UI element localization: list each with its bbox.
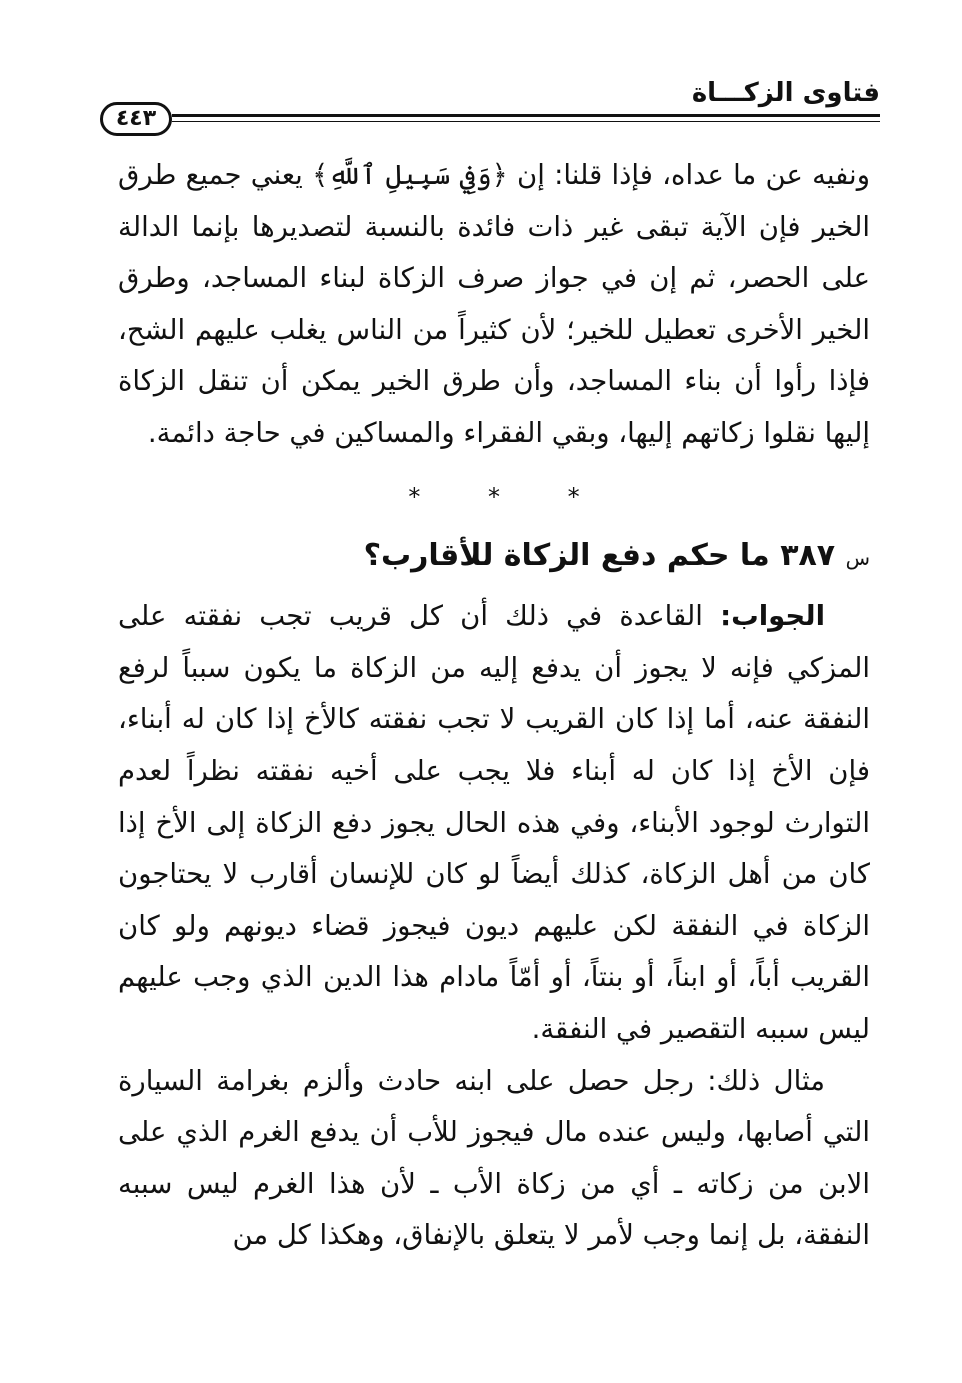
question-number: ٣٨٧ [780,538,836,574]
paragraph-1-part-1: ونفيه عن ما عداه، فإذا قلنا: إن [507,159,870,191]
header-rule-thick [172,114,880,117]
example-paragraph [118,1056,870,1262]
example-text: رجل حصل على ابنه حادث وألزم بغرامة السيارة التي أصابها، وليس عنده مال فيجوز للأب أن يدفع الغرم الذي على الابن من زكاته ـ أي من زكاة الأب ـ لأن هذا الغرم ليس سببه النفقة، بل إنما وجب لأمر لا يتعلق بالإنفاق، وهكذا كل من [118,1064,870,1252]
section-separator: * * * [408,482,610,511]
question-marker: س [845,546,870,571]
paragraph-1 [118,150,870,460]
header-rule-thin [172,121,880,122]
question-text: ما حكم دفع الزكاة للأقارب؟ [363,538,770,574]
answer-text: القاعدة في ذلك أن كل قريب تجب نفقته على المزكي فإنه لا يجوز أن يدفع إليه من الزكاة ما يكون سبباً لرفع النفقة عنه، أما إذا كان القريب لا تجب نفقته كالأخ إذا كان له أبناء، فإن الأخ إذا كان له أبناء فلا يجب على أخيه نفقته نظراً لعدم التوارث لوجود الأبناء، وفي هذه الحال يجوز دفع الزكاة إلى الأخ إذا كان من أهل الزكاة، كذلك أيضاً لو كان للإنسان أقارب لا يحتاجون الزكاة في النفقة لكن عليهم ديون فيجوز قضاء ديونهم ولو كان القريب أباً، أو ابناً، أو بنتاً، أو أمّاً مادام هذا الدين الذي وجب عليهم ليس سببه التقصير في النفقة. [118,600,870,1045]
page-header [100,70,880,130]
main-text [118,150,870,1262]
example-label: مثال ذلك: [707,1064,825,1097]
page-number-badge: ٤٤٣ [100,102,172,136]
answer-label: الجواب: [720,600,825,633]
running-title: فتاوى الزكـــاة [691,78,880,108]
question-heading [118,529,870,585]
paragraph-1-part-2: يعني جميع طرق الخير فإن الآية تبقى غير ذات فائدة بالنسبة لتصديرها بإنما الدالة على الحصر، ثم إن في جواز صرف الزكاة لبناء المساجد، وطرق الخير الأخرى تعطيل للخير؛ لأن كثيراً من الناس يغلب عليهم الشح، فإذا رأوا أن بناء المساجد، وأن طرق الخير يمكن أن تنقل الزكاة إليها نقلوا زكاتهم إليها، وبقي الفقراء والمساكين في حاجة دائمة. [118,159,870,449]
answer-paragraph [118,591,870,1055]
quran-citation: ﴿وَفِي سَبِيلِ ٱللَّهِ﴾ [312,159,508,191]
